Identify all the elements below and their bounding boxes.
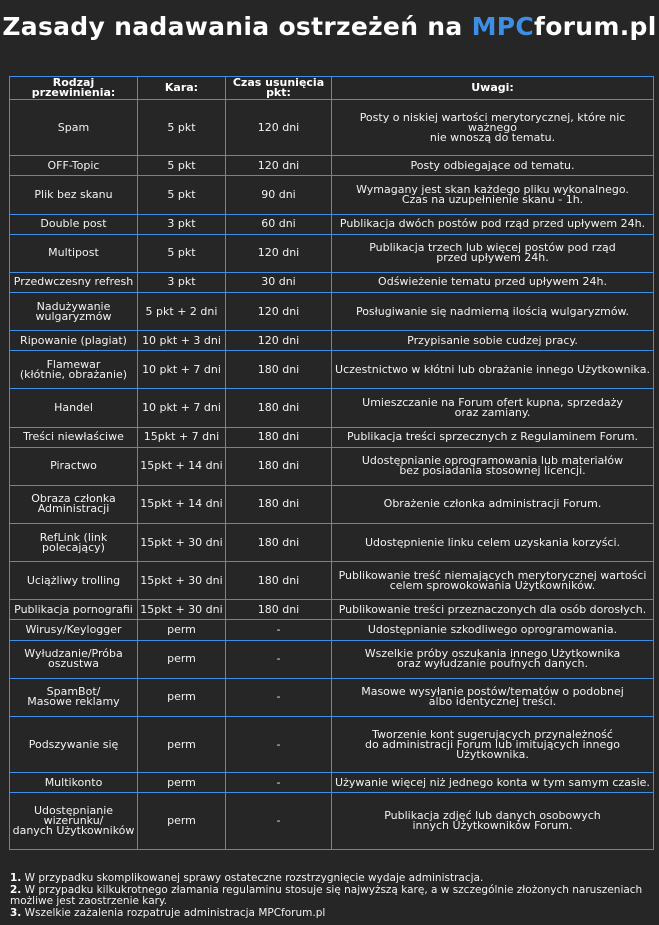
cell-offense: Udostępnianie wizerunku/ danych Użytkowników bbox=[10, 793, 138, 850]
cell-removal-time: 180 dni bbox=[226, 524, 332, 562]
table-row bbox=[10, 447, 654, 485]
brand-accent: MPC bbox=[471, 12, 535, 41]
table-row bbox=[10, 485, 654, 523]
cell-offense: Wirusy/Keylogger bbox=[10, 620, 138, 640]
cell-penalty: 10 pkt + 7 dni bbox=[138, 389, 226, 427]
footnotes bbox=[10, 873, 650, 919]
cell-penalty: 3 pkt bbox=[138, 272, 226, 292]
table-header-row bbox=[10, 77, 654, 100]
table-row bbox=[10, 351, 654, 389]
cell-offense: Piractwo bbox=[10, 447, 138, 485]
cell-notes: Posty odbiegające od tematu. bbox=[332, 156, 654, 176]
cell-penalty: 5 pkt bbox=[138, 234, 226, 272]
table-row bbox=[10, 524, 654, 562]
cell-notes: Publikowanie treść niemających merytorycznej wartości celem sprowokowania Użytkowników. bbox=[332, 562, 654, 600]
cell-penalty: 5 pkt + 2 dni bbox=[138, 292, 226, 330]
cell-offense: Nadużywanie wulgaryzmów bbox=[10, 292, 138, 330]
cell-notes: Udostępnianie szkodliwego oprogramowania. bbox=[332, 620, 654, 640]
cell-penalty: 5 pkt bbox=[138, 156, 226, 176]
cell-penalty: 15pkt + 14 dni bbox=[138, 485, 226, 523]
cell-removal-time: 120 dni bbox=[226, 100, 332, 156]
table-row bbox=[10, 793, 654, 850]
table-row bbox=[10, 272, 654, 292]
cell-notes: Uczestnictwo w kłótni lub obrażanie innego Użytkownika. bbox=[332, 351, 654, 389]
footnote: 1. W przypadku skomplikowanej sprawy ostateczne rozstrzygnięcie wydaje administracja. bbox=[10, 872, 484, 884]
cell-offense: Podszywanie się bbox=[10, 716, 138, 772]
cell-offense: Ripowanie (plagiat) bbox=[10, 331, 138, 351]
table-row bbox=[10, 562, 654, 600]
header-offense: Rodzaj przewinienia: bbox=[10, 77, 138, 100]
cell-penalty: perm bbox=[138, 620, 226, 640]
brand-rest: forum.pl bbox=[534, 12, 657, 41]
table-row bbox=[10, 292, 654, 330]
table-row bbox=[10, 176, 654, 214]
cell-removal-time: 120 dni bbox=[226, 234, 332, 272]
cell-offense: Handel bbox=[10, 389, 138, 427]
cell-penalty: 15pkt + 7 dni bbox=[138, 427, 226, 447]
cell-offense: Multipost bbox=[10, 234, 138, 272]
table-row bbox=[10, 389, 654, 427]
table-row bbox=[10, 100, 654, 156]
cell-notes: Udostępnianie oprogramowania lub materiałów bez posiadania stosownej licencji. bbox=[332, 447, 654, 485]
cell-notes: Masowe wysyłanie postów/tematów o podobnej albo identycznej treści. bbox=[332, 678, 654, 716]
cell-penalty: 10 pkt + 3 dni bbox=[138, 331, 226, 351]
cell-offense: Uciążliwy trolling bbox=[10, 562, 138, 600]
cell-offense: Flamewar (kłótnie, obrażanie) bbox=[10, 351, 138, 389]
cell-removal-time: 120 dni bbox=[226, 331, 332, 351]
cell-offense: Multikonto bbox=[10, 773, 138, 793]
cell-penalty: 15pkt + 30 dni bbox=[138, 524, 226, 562]
cell-penalty: perm bbox=[138, 773, 226, 793]
penalty-table bbox=[9, 76, 654, 850]
cell-removal-time: - bbox=[226, 716, 332, 772]
cell-removal-time: - bbox=[226, 640, 332, 678]
table-row bbox=[10, 600, 654, 620]
cell-removal-time: 180 dni bbox=[226, 600, 332, 620]
cell-penalty: perm bbox=[138, 793, 226, 850]
cell-penalty: perm bbox=[138, 716, 226, 772]
header-removal-time: Czas usunięcia pkt: bbox=[226, 77, 332, 100]
cell-notes: Publikacja treści sprzecznych z Regulaminem Forum. bbox=[332, 427, 654, 447]
cell-penalty: 15pkt + 14 dni bbox=[138, 447, 226, 485]
cell-notes: Udostępnienie linku celem uzyskania korzyści. bbox=[332, 524, 654, 562]
cell-offense: OFF-Topic bbox=[10, 156, 138, 176]
header-notes: Uwagi: bbox=[332, 77, 654, 100]
title-prefix: Zasady nadawania ostrzeżeń na bbox=[2, 12, 472, 41]
cell-penalty: 15pkt + 30 dni bbox=[138, 600, 226, 620]
cell-offense: Przedwczesny refresh bbox=[10, 272, 138, 292]
cell-removal-time: 180 dni bbox=[226, 427, 332, 447]
cell-removal-time: 90 dni bbox=[226, 176, 332, 214]
cell-notes: Posty o niskiej wartości merytorycznej, które nic ważnego nie wnoszą do tematu. bbox=[332, 100, 654, 156]
cell-removal-time: 30 dni bbox=[226, 272, 332, 292]
cell-notes: Publikowanie treści przeznaczonych dla osób dorosłych. bbox=[332, 600, 654, 620]
cell-notes: Przypisanie sobie cudzej pracy. bbox=[332, 331, 654, 351]
cell-penalty: perm bbox=[138, 678, 226, 716]
cell-removal-time: 120 dni bbox=[226, 156, 332, 176]
cell-removal-time: - bbox=[226, 620, 332, 640]
cell-removal-time: 180 dni bbox=[226, 562, 332, 600]
cell-removal-time: 180 dni bbox=[226, 351, 332, 389]
cell-removal-time: 180 dni bbox=[226, 485, 332, 523]
table-row bbox=[10, 427, 654, 447]
cell-notes: Publikacja zdjęć lub danych osobowych innych Użytkowników Forum. bbox=[332, 793, 654, 850]
cell-offense: Treści niewłaściwe bbox=[10, 427, 138, 447]
cell-notes: Wszelkie próby oszukania innego Użytkownika oraz wyłudzanie poufnych danych. bbox=[332, 640, 654, 678]
cell-notes: Używanie więcej niż jednego konta w tym samym czasie. bbox=[332, 773, 654, 793]
cell-removal-time: 180 dni bbox=[226, 389, 332, 427]
cell-offense: Spam bbox=[10, 100, 138, 156]
cell-removal-time: 180 dni bbox=[226, 447, 332, 485]
cell-notes: Umieszczanie na Forum ofert kupna, sprzedaży oraz zamiany. bbox=[332, 389, 654, 427]
table-row bbox=[10, 156, 654, 176]
cell-removal-time: - bbox=[226, 793, 332, 850]
table-row bbox=[10, 214, 654, 234]
table-row bbox=[10, 716, 654, 772]
table-row bbox=[10, 640, 654, 678]
cell-penalty: 10 pkt + 7 dni bbox=[138, 351, 226, 389]
cell-penalty: perm bbox=[138, 640, 226, 678]
footnote: 3. Wszelkie zażalenia rozpatruje administracja MPCforum.pl bbox=[10, 906, 326, 919]
cell-offense: SpamBot/ Masowe reklamy bbox=[10, 678, 138, 716]
cell-penalty: 15pkt + 30 dni bbox=[138, 562, 226, 600]
table-row bbox=[10, 331, 654, 351]
cell-offense: Double post bbox=[10, 214, 138, 234]
cell-penalty: 5 pkt bbox=[138, 176, 226, 214]
cell-offense: RefLink (link polecający) bbox=[10, 524, 138, 562]
table-body bbox=[10, 100, 654, 850]
cell-offense: Publikacja pornografii bbox=[10, 600, 138, 620]
cell-removal-time: 60 dni bbox=[226, 214, 332, 234]
cell-notes: Publikacja trzech lub więcej postów pod rząd przed upływem 24h. bbox=[332, 234, 654, 272]
cell-notes: Tworzenie kont sugerujących przynależność do administracji Forum lub imitujących innego Użytkownika. bbox=[332, 716, 654, 772]
table-row bbox=[10, 773, 654, 793]
cell-offense: Wyłudzanie/Próba oszustwa bbox=[10, 640, 138, 678]
header-penalty: Kara: bbox=[138, 77, 226, 100]
cell-penalty: 5 pkt bbox=[138, 100, 226, 156]
cell-notes: Posługiwanie się nadmierną ilością wulgaryzmów. bbox=[332, 292, 654, 330]
cell-removal-time: - bbox=[226, 773, 332, 793]
table-row bbox=[10, 678, 654, 716]
table-row bbox=[10, 620, 654, 640]
cell-offense: Obraza członka Administracji bbox=[10, 485, 138, 523]
cell-penalty: 3 pkt bbox=[138, 214, 226, 234]
cell-removal-time: 120 dni bbox=[226, 292, 332, 330]
cell-notes: Obrażenie członka administracji Forum. bbox=[332, 485, 654, 523]
page-title bbox=[0, 12, 659, 41]
cell-notes: Wymagany jest skan każdego pliku wykonalnego. Czas na uzupełnienie skanu - 1h. bbox=[332, 176, 654, 214]
table-row bbox=[10, 234, 654, 272]
cell-notes: Odświeżenie tematu przed upływem 24h. bbox=[332, 272, 654, 292]
cell-notes: Publikacja dwóch postów pod rząd przed upływem 24h. bbox=[332, 214, 654, 234]
cell-offense: Plik bez skanu bbox=[10, 176, 138, 214]
footnote: 2. W przypadku kilkukrotnego złamania regulaminu stosuje się najwyższą karę, a w szczególnie złożonych naruszeniach możliwe jest zaostrzenie kary. bbox=[10, 883, 643, 907]
cell-removal-time: - bbox=[226, 678, 332, 716]
